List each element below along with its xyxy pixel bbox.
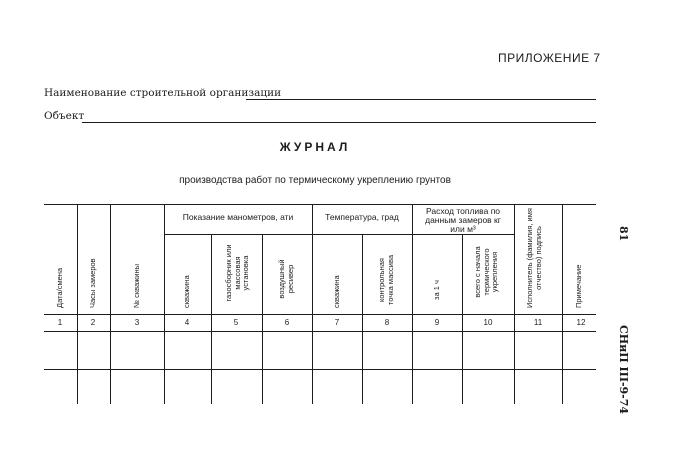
col-header-date-shift: Дата/смена — [55, 267, 64, 308]
page-number: 81 — [617, 226, 630, 242]
col-line — [514, 204, 515, 404]
organization-label: Наименование строительной организации — [44, 87, 282, 99]
col-line — [164, 204, 165, 404]
col-number: 10 — [483, 318, 493, 327]
journal-title: ЖУРНАЛ — [279, 140, 351, 154]
group-header-pressure: Показание манометров, ати — [182, 212, 294, 222]
col-number: 2 — [90, 318, 96, 327]
col-number: 1 — [57, 318, 63, 327]
col-number: 3 — [134, 318, 140, 327]
col-number: 6 — [284, 318, 290, 327]
col-number: 8 — [384, 318, 390, 327]
col-header-air-receiver: воздушный ресивер — [277, 259, 295, 299]
col-line — [362, 234, 363, 404]
object-fill-line — [82, 122, 596, 123]
standard-code: СНиП III-9-74 — [617, 325, 630, 415]
group-header-fuel: Расход топлива по данным замеров кг или м³ — [425, 206, 501, 234]
organization-fill-line — [246, 99, 596, 100]
col-number: 11 — [533, 318, 543, 327]
col-line — [412, 204, 413, 404]
object-label: Объект — [44, 110, 85, 122]
journal-subtitle: производства работ по термическому укреплению грунтов — [179, 175, 451, 186]
col-line — [462, 234, 463, 404]
col-number: 5 — [233, 318, 239, 327]
col-header-pressure-well: скважина — [182, 275, 191, 308]
col-line — [562, 204, 563, 404]
col-header-measure-hours: Часы замеров — [88, 258, 97, 308]
col-header-per-hour: за 1 ч — [432, 280, 441, 300]
col-header-control-point: контрольная точка массива — [377, 254, 395, 306]
col-header-gas-collector: газосборник или массовая установка — [224, 244, 250, 302]
col-header-note: Примечание — [574, 264, 583, 308]
col-header-total-since-start: всего с начала термического укрепления — [473, 246, 499, 298]
col-header-well-number: № скважины — [132, 264, 141, 308]
col-line — [312, 204, 313, 404]
group-header-temperature: Температура, град — [325, 212, 399, 222]
col-line — [211, 234, 212, 404]
col-number: 7 — [334, 318, 340, 327]
col-header-temp-well: скважина — [332, 275, 341, 308]
col-number: 12 — [576, 318, 586, 327]
col-line — [110, 204, 111, 404]
appendix-label: ПРИЛОЖЕНИЕ 7 — [498, 51, 601, 65]
col-line — [77, 204, 78, 404]
col-number: 9 — [434, 318, 440, 327]
col-line — [262, 234, 263, 404]
col-header-executor: Исполнитель (фамилия, имя отчество) подпись — [525, 208, 543, 308]
col-number: 4 — [184, 318, 190, 327]
